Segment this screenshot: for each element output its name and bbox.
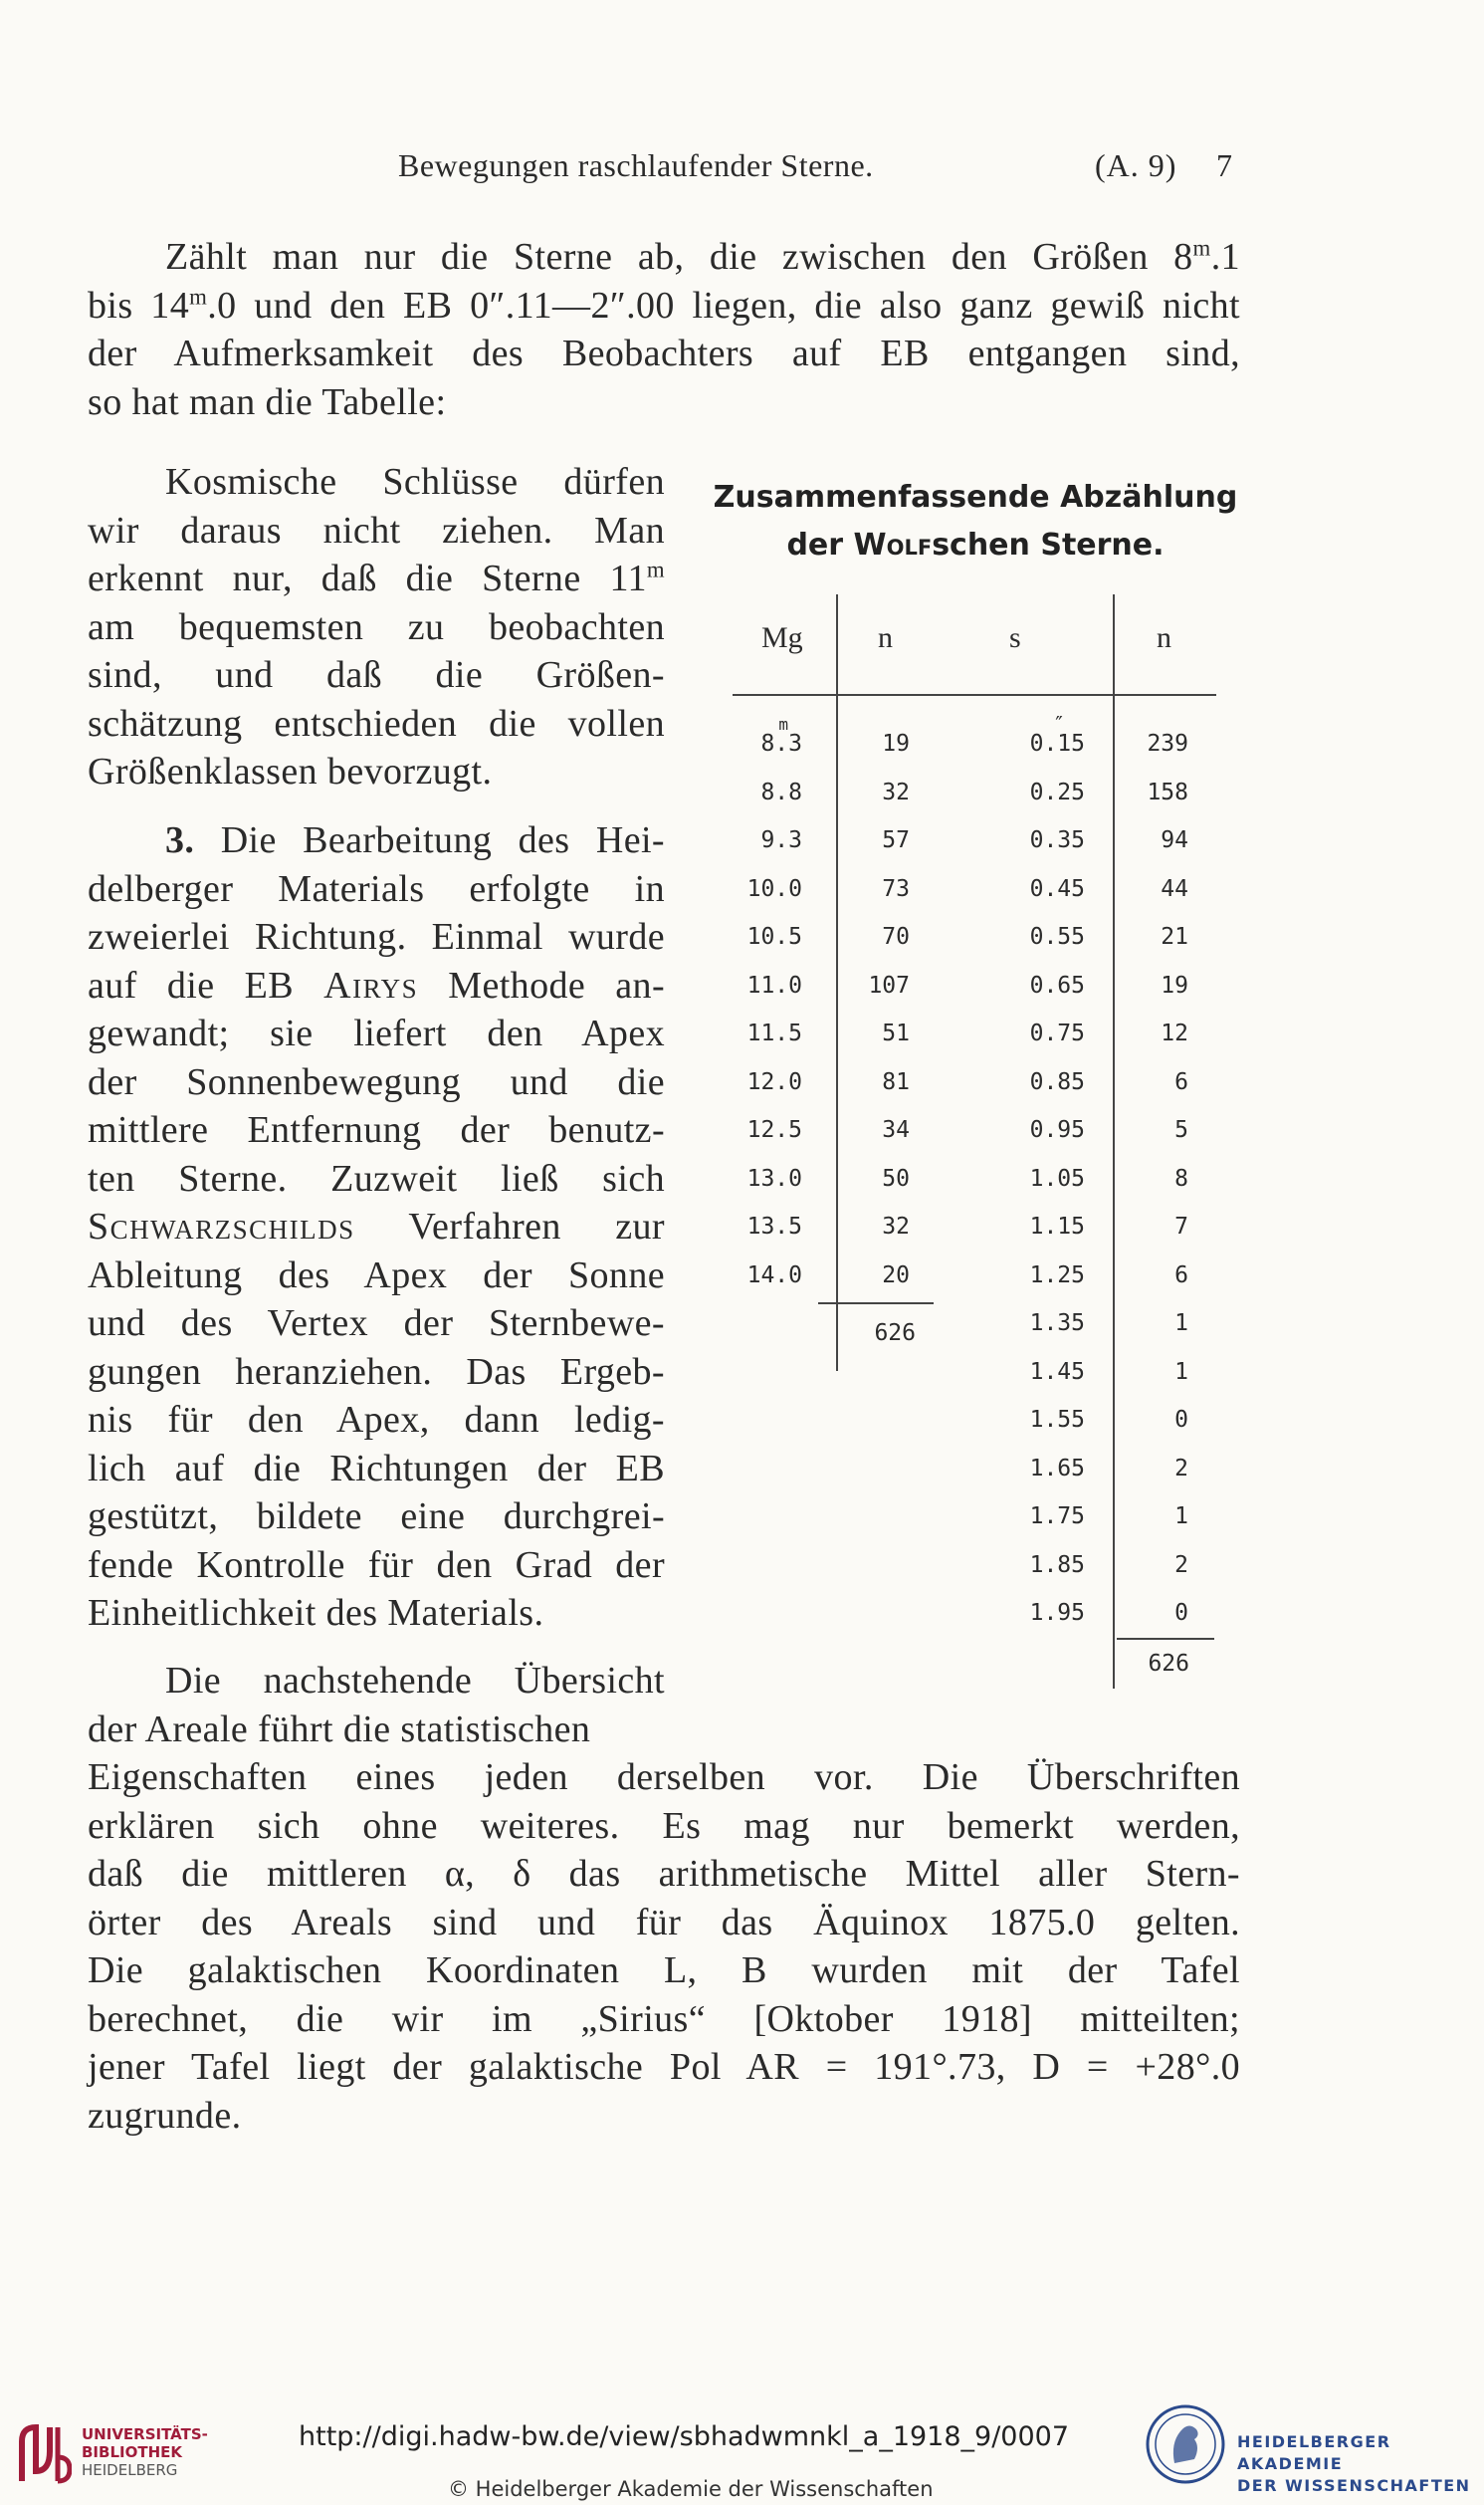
left-line: Größenklassen bevorzugt. [88,751,493,793]
ub-logo-icon [16,2421,72,2485]
s-cell: 1.65 [1029,1455,1085,1481]
left-paragraph-3 [88,1657,665,1753]
academy-wordmark: HEIDELBERGER AKADEMIE DER WISSENSCHAFTEN [1237,2432,1471,2495]
unit-mark: m [778,715,788,734]
running-head-title: Bewegungen raschlaufender Sterne. [398,147,874,183]
left-line: der Sonnenbewegung und die [88,1060,665,1103]
left-line: Die nachstehende Übersicht [165,1660,665,1702]
mg-cell: 14.0 [746,1261,802,1288]
s-cell: 0.65 [1029,972,1085,999]
n-cell: 32 [882,779,910,805]
column-header-mg: Mg [761,621,803,654]
n-cell: 32 [882,1214,910,1240]
n-cell: 8 [1174,1165,1188,1192]
left-line: Einheitlichkeit des Materials. [88,1592,544,1634]
left-line: schätzung entschieden die vollen [88,702,665,745]
s-cell: 0.45 [1029,875,1085,902]
s-cell: 1.75 [1029,1503,1085,1529]
n-cell: 2 [1174,1455,1188,1481]
intro-line-3: der Aufmerksamkeit des Beobachters auf EB entgangen sind, [88,333,1240,374]
left-line: gewandt; sie liefert den Apex [88,1013,665,1054]
n-cell: 19 [882,731,910,757]
column-rule [1113,594,1115,1689]
s-cell: 0.85 [1029,1068,1085,1095]
left-line: Ableitung des Apex der Sonne [88,1253,665,1296]
mg-cell: 11.5 [746,1021,802,1046]
column-header-n: n [878,621,893,654]
column-header-s: s [1009,621,1021,654]
academy-seal-icon [1145,2403,1226,2485]
ub-wordmark: UNIVERSITÄTS- BIBLIOTHEK HEIDELBERG [82,2425,208,2479]
s-cell: 0.35 [1029,827,1085,853]
unit-mark: ″ [1052,712,1065,736]
n-cell: 81 [882,1068,910,1095]
table-title [697,474,1254,569]
mg-cell: 13.5 [746,1214,802,1240]
n-cell: 107 [868,972,910,999]
mg-cell: 12.5 [746,1117,802,1143]
mg-cell: 12.0 [746,1068,802,1095]
n-cell: 70 [882,924,910,950]
n-total: 626 [1148,1651,1189,1677]
n-cell: 6 [1174,1261,1188,1288]
left-line: delberger Materials erfolgte in [88,867,665,910]
n-cell: 50 [882,1165,910,1192]
left-line: ten Sterne. Zuzweit ließ sich [88,1157,665,1200]
n-cell: 1 [1174,1503,1188,1529]
s-cell: 0.25 [1029,779,1085,805]
s-cell: 1.35 [1029,1310,1085,1336]
intro-paragraph [88,233,1240,426]
n-cell: 0 [1174,1600,1188,1626]
s-cell: 1.15 [1029,1214,1085,1240]
left-line: gestützt, bildete eine durchgrei- [88,1495,665,1537]
n-cell: 12 [1161,1021,1188,1046]
bottom-paragraph [88,1753,1240,2140]
mg-cell: 8.8 [760,779,802,805]
s-cell: 1.95 [1029,1600,1085,1626]
left-line: nis für den Apex, dann ledig- [88,1399,665,1441]
s-cell: 1.05 [1029,1165,1085,1192]
left-line: gungen heranziehen. Das Ergeb- [88,1350,665,1393]
bottom-line: Die galaktischen Koordinaten L, B wurden mit der Tafel [88,1949,1240,1991]
n-cell: 19 [1161,972,1188,999]
table-title-line-1: Zusammenfassende Abzählung [713,480,1238,515]
intro-line-2: bis 14$^m$.0 und den EB 0″.11—2″.00 liegen, die also ganz gewiß nicht [88,283,1240,327]
left-line: 3. Die Bearbeitung des Hei- [165,819,665,861]
s-cell: 0.95 [1029,1117,1085,1143]
column-header-n: n [1157,621,1171,654]
bottom-line: örter des Areals sind und für das Äquinox 1875.0 gelten. [88,1901,1240,1943]
intro-line-4: so hat man die Tabelle: [88,380,447,423]
n-cell: 51 [882,1021,910,1046]
mg-cell: 8.3 [760,731,802,757]
left-line: Kosmische Schlüsse dürfen [165,461,665,503]
left-paragraph-1 [88,458,665,797]
mg-cell: 13.0 [746,1165,802,1192]
table-title-line-2: der Wolfschen Sterne. [786,528,1165,563]
left-line: der Areale führt die statistischen [88,1708,591,1750]
n-cell: 44 [1161,875,1188,902]
n-cell: 34 [882,1117,910,1143]
mg-cell: 10.5 [746,924,802,950]
s-cell: 0.15 [1029,731,1085,757]
left-line: erkennt nur, daß die Sterne 11$^m$ [88,557,665,599]
n-cell: 1 [1174,1310,1188,1336]
n-cell: 2 [1174,1551,1188,1578]
header-rule [733,694,1216,696]
bottom-line: zugrunde. [88,2094,242,2137]
mg-cell: 10.0 [746,875,802,902]
left-paragraph-2 [88,816,665,1638]
left-line: mittlere Entfernung der benutz- [88,1109,665,1151]
intro-line-1: Zählt man nur die Sterne ab, die zwischen den Größen 8$^m$.1 [165,235,1240,278]
running-head-ref: (A. 9) [1095,147,1177,183]
page-footer [0,2380,1484,2505]
left-line: wir daraus nicht ziehen. Man [88,509,665,552]
sum-rule-2 [1117,1638,1214,1640]
bottom-line: jener Tafel liegt der galaktische Pol AR = 191°.73, D = +28°.0 [88,2046,1240,2088]
mg-cell: 9.3 [760,827,802,853]
left-line: und des Vertex der Sternbewe- [88,1302,665,1344]
n-cell: 94 [1161,827,1188,853]
n-total: 626 [874,1320,916,1346]
s-cell: 1.45 [1029,1358,1085,1385]
s-cell: 1.85 [1029,1551,1085,1578]
n-cell: 5 [1174,1117,1188,1143]
left-line: am bequemsten zu beobachten [88,605,665,648]
left-line: zweierlei Richtung. Einmal wurde [88,916,665,958]
n-cell: 6 [1174,1068,1188,1095]
bottom-line: daß die mittleren α, δ das arithmetische Mittel aller Stern- [88,1853,1240,1895]
left-line: lich auf die Richtungen der EB [88,1447,665,1489]
left-line: Schwarzschilds Verfahren zur [88,1206,665,1248]
n-cell: 20 [882,1261,910,1288]
n-cell: 7 [1174,1214,1188,1240]
section-number: 3. [165,819,195,861]
n-cell: 21 [1161,924,1188,950]
s-cell: 1.55 [1029,1407,1085,1433]
left-line: fende Kontrolle für den Grad der [88,1543,665,1586]
n-cell: 0 [1174,1407,1188,1433]
source-url-link[interactable]: http://digi.hadw-bw.de/view/sbhadwmnkl_a_1918_9/0007 [299,2421,1070,2452]
n-cell: 239 [1147,731,1188,757]
column-rule [836,594,838,1371]
bottom-line: Eigenschaften eines jeden derselben vor. Die Überschriften [88,1756,1240,1798]
bottom-line: berechnet, die wir im „Sirius“ [Oktober 1918] mitteilten; [88,1997,1240,2040]
s-cell: 1.25 [1029,1261,1085,1288]
mg-cell: 11.0 [746,972,802,999]
page-number: 7 [1216,147,1232,183]
bottom-line: erklären sich ohne weiteres. Es mag nur bemerkt werden, [88,1804,1240,1847]
n-cell: 73 [882,875,910,902]
n-cell: 57 [882,827,910,853]
copyright-notice: © Heidelberger Akademie der Wissenschaften [448,2477,934,2501]
left-line: auf die EB Airys Methode an- [88,964,665,1007]
left-line: sind, und daß die Größen- [88,654,665,696]
s-cell: 0.55 [1029,924,1085,950]
s-cell: 0.75 [1029,1021,1085,1046]
sum-rule-1 [818,1302,934,1304]
n-cell: 1 [1174,1358,1188,1385]
n-cell: 158 [1147,779,1188,805]
